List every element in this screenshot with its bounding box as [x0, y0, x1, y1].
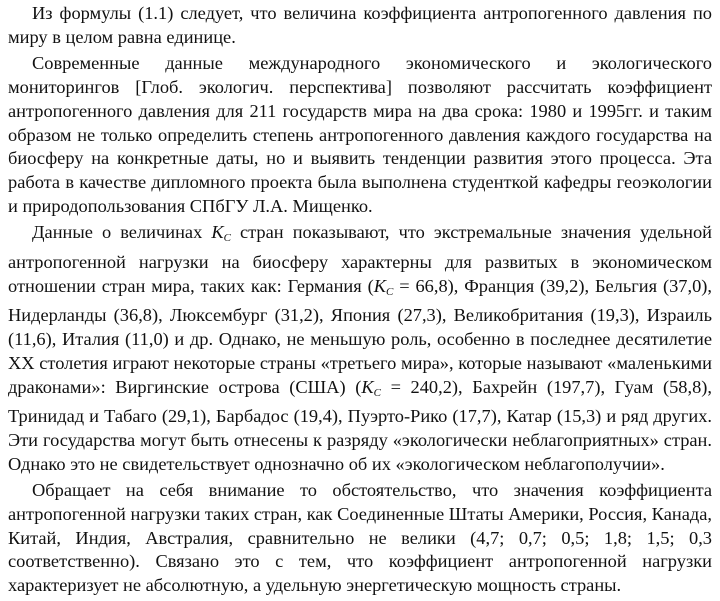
text-segment: Данные о величинах	[32, 222, 212, 243]
paragraph-kc-values	[8, 221, 712, 476]
document-page	[8, 2, 712, 601]
kc-symbol: $K_C$	[361, 376, 381, 399]
paragraph-monitoring-data: Современные данные международного экономического и экологического мониторингов [Глоб. экологич. перспектива] позволяют рассчитать коэффициент антропогенного давления для 211 государств мира на два срока: 1980 и 1995гг. и таким образом не только определить степень антропогенного давления каждого государства на биосферу на конкретные даты, но и выявить тенденции развития этого процесса. Эта работа в качестве дипломного проекта была выполнена студенткой кафедры геоэкологии и природопользования СПбГУ Л.А. Мищенко.	[8, 53, 712, 216]
paragraph-formula-conclusion: Из формулы (1.1) следует, что величина коэффициента антропогенного давления по миру в целом равна единице.	[8, 3, 712, 47]
kc-symbol: $K_C$	[373, 275, 394, 298]
paragraph-large-countries: Обращает на себя внимание то обстоятельство, что значения коэффициента антропогенной нагрузки таких стран, как Соединенные Штаты Америки, Россия, Канада, Китай, Индия, Австралия, сравнительно не велики (4,7; 0,7; 0,5; 1,8; 1,5; 0,3 соответственно). Связано это с тем, что коэффициент антропогенной нагрузки характеризует не абсолютную, а удельную энергетическую мощность страны.	[8, 480, 712, 596]
kc-symbol: $K_C$	[211, 222, 231, 245]
text-segment: = 240,2), Бахрейн (197,7), Гуам (58,8), Тринидад и Табаго (29,1), Барбадос (19,4), Пуэрто-Рико (17,7), Катар (15,3) и ряд других. Эти государства могут быть отнесены к разряду «экологически неблагоприятных» стран. Однако это не свидетельствует однозначно об их «экологическом неблагополучии».	[8, 376, 712, 474]
text-segment: стран показывают, что экстремальные значения удельной антропогенной нагрузки на биосферу характерны для развитых в экономическом отношении стран мира, таких как: Германия (	[8, 222, 712, 296]
text-segment: = 66,8), Франция (39,2), Бельгия (37,0), Нидерланды (36,8), Люксембург (31,2), Япония (27,3), Великобритания (19,3), Израиль (11,6), Италия (11,0) и др. Однако, не меньшую роль, особенно в последнее десятилетие XX столетия играют некоторые страны «третьего мира», которые называют «маленькими драконами»: Виргинские острова (США) (	[8, 275, 712, 397]
